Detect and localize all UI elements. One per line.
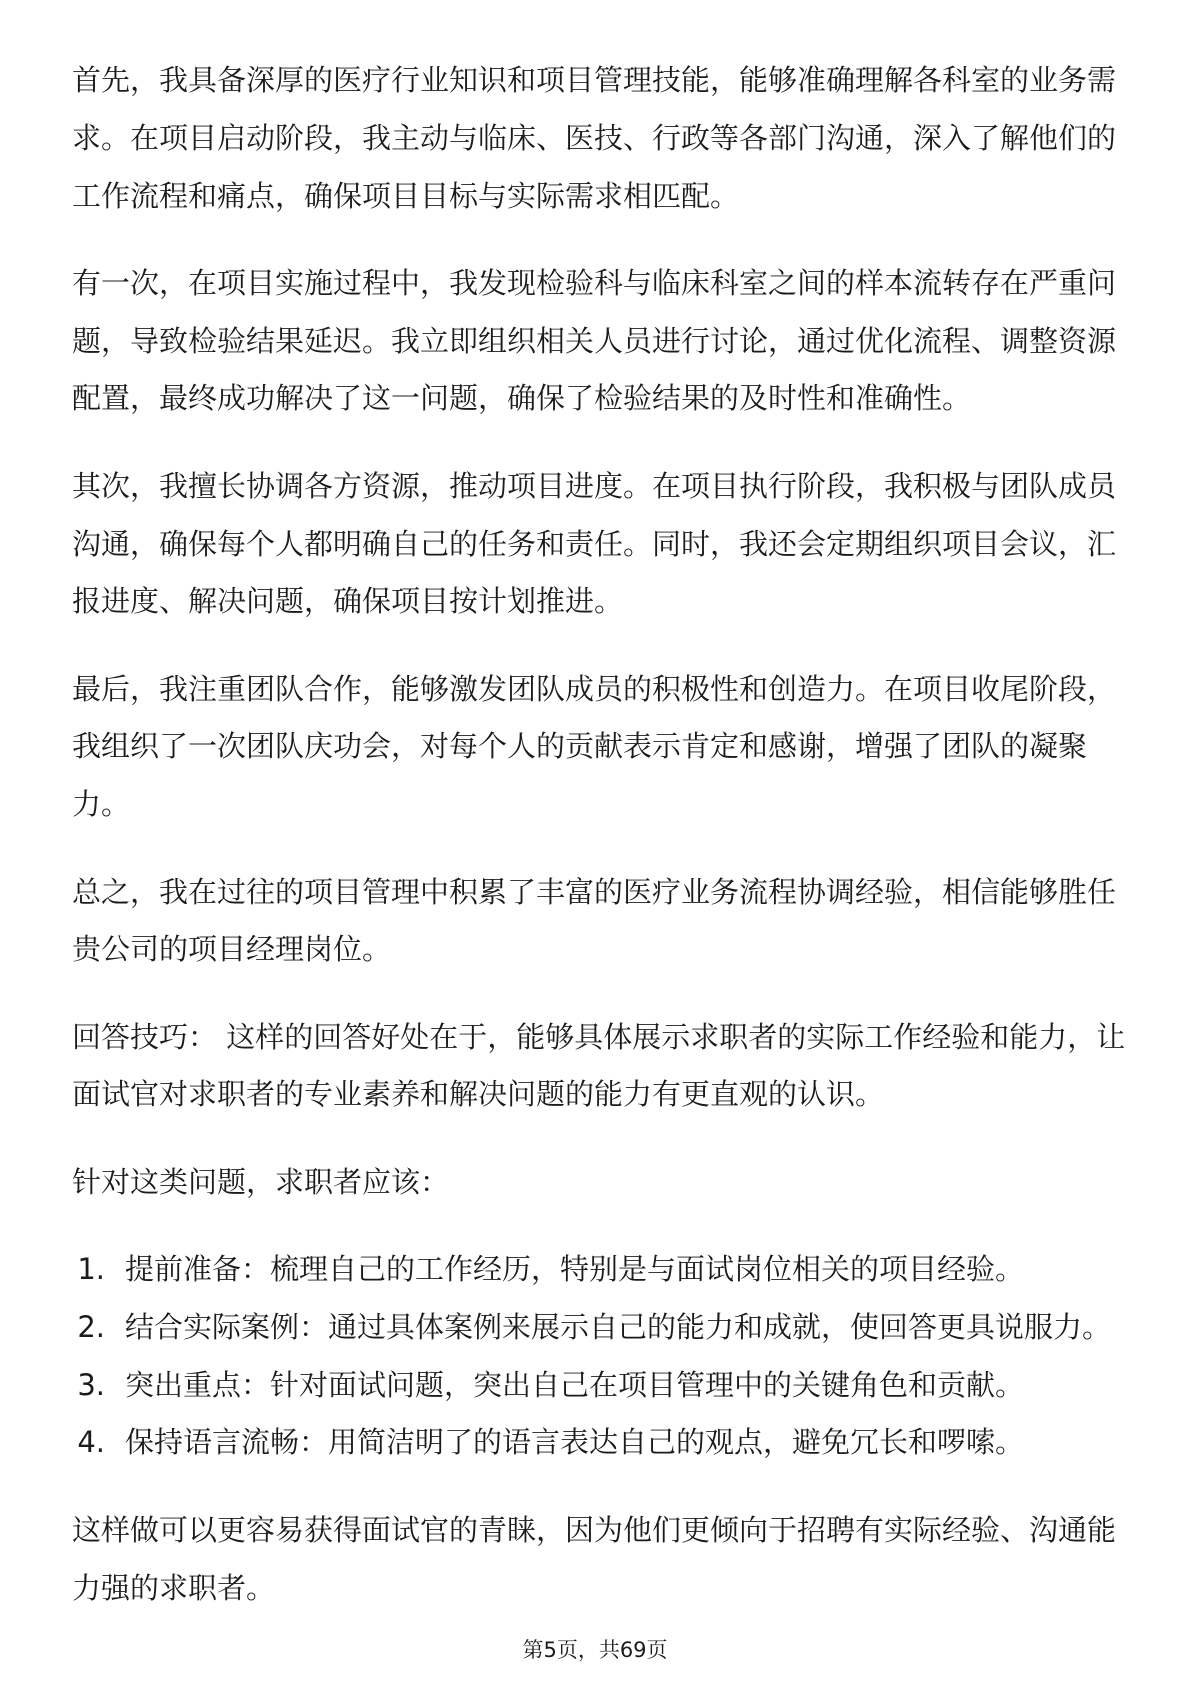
paragraph-qualifications [72,52,1118,225]
list-item [72,1357,1118,1415]
text-line: 报进度、解决问题，确保项目按计划推进。 [72,584,624,619]
list-item-text: 保持语言流畅：用简洁明了的语言表达自己的观点，避免冗长和啰嗦。 [125,1425,1025,1460]
text-line: 我组织了一次团队庆功会，对每个人的贡献表示肯定和感谢，增强了团队的凝聚 [72,729,1088,764]
paragraph-example [72,255,1118,428]
text-line: 最后，我注重团队合作，能够激发团队成员的积极性和创造力。在项目收尾阶段， [72,671,1117,706]
text-line: 有一次，在项目实施过程中，我发现检验科与临床科室之间的样本流转存在严重问 [72,265,1117,300]
page-number-footer: 第5页，共69页 [522,1638,668,1662]
paragraph-list-intro [72,1154,1118,1212]
text-line: 其次，我擅长协调各方资源，推动项目进度。在项目执行阶段，我积极与团队成员 [72,468,1117,503]
paragraph-answer-tips [72,1009,1126,1125]
list-item-number: 2. [77,1309,105,1344]
text-line: 沟通，确保每个人都明确自己的任务和责任。同时，我还会定期组织项目会议，汇 [72,526,1117,561]
text-line: 求。在项目启动阶段，我主动与临床、医技、行政等各部门沟通，深入了解他们的 [72,120,1117,155]
paragraph-summary [72,864,1118,980]
text-line: 回答技巧： 这样的回答好处在于，能够具体展示求职者的实际工作经验和能力，让 [72,1019,1126,1054]
list-item [72,1241,1118,1299]
list-item-text: 结合实际案例：通过具体案例来展示自己的能力和成就，使回答更具说服力。 [125,1309,1112,1344]
text-line: 配置，最终成功解决了这一问题，确保了检验结果的及时性和准确性。 [72,381,972,416]
text-line: 贵公司的项目经理岗位。 [72,932,392,967]
text-line: 力。 [72,787,131,822]
list-item-text: 提前准备：梳理自己的工作经历，特别是与面试岗位相关的项目经验。 [125,1252,1025,1287]
paragraph-coordination [72,458,1118,631]
text-line: 工作流程和痛点，确保项目目标与实际需求相匹配。 [72,178,740,213]
text-line: 面试官对求职者的专业素养和解决问题的能力有更直观的认识。 [72,1077,885,1112]
text-line: 总之，我在过往的项目管理中积累了丰富的医疗业务流程协调经验，相信能够胜任 [72,874,1117,909]
paragraph-teamwork [72,661,1118,834]
paragraph-closing [72,1502,1118,1618]
text-line: 题，导致检验结果延迟。我立即组织相关人员进行讨论，通过优化流程、调整资源 [72,323,1117,358]
text-line: 力强的求职者。 [72,1570,276,1605]
document-body [72,52,1126,1647]
list-item-number: 3. [77,1367,105,1402]
list-item [72,1299,1118,1357]
advice-list [72,1241,1118,1472]
list-item-text: 突出重点：针对面试问题，突出自己在项目管理中的关键角色和贡献。 [125,1367,1025,1402]
list-item-number: 1. [77,1252,105,1287]
text-line: 首先，我具备深厚的医疗行业知识和项目管理技能，能够准确理解各科室的业务需 [72,63,1117,97]
text-line: 这样做可以更容易获得面试官的青睐，因为他们更倾向于招聘有实际经验、沟通能 [72,1512,1117,1547]
text-line: 针对这类问题，求职者应该： [72,1164,450,1199]
list-item [72,1414,1118,1472]
list-item-number: 4. [77,1425,105,1460]
